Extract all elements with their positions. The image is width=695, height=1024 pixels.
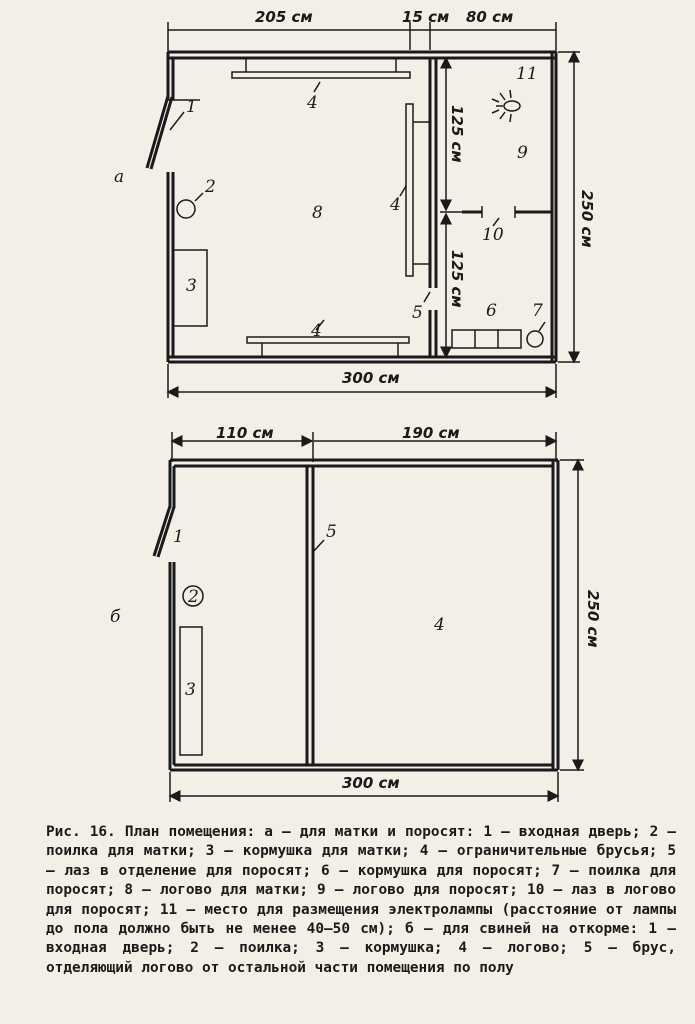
plan-a-letter: а [114,167,125,187]
plan-a-dim-205: 205 см [255,8,313,26]
plan-a-label-piglet-drinker: 7 [532,301,543,321]
plan-b-dim-300: 300 см [342,774,400,792]
plan-a-piglet-den-hatch [462,206,552,226]
plan-a [114,8,596,398]
plan-b-dim-190: 190 см [402,424,460,442]
plan-b-bottom-dimension [170,772,558,802]
figure-caption [46,823,676,978]
plan-b-right-dimension [560,460,602,770]
plan-a-label-bar-mid: 4 [390,195,401,215]
plan-a-label-piglet-den: 9 [517,143,528,163]
plan-a-dim-125-lower: 125 см [448,250,466,308]
plan-b-label-bar: 5 [326,522,337,542]
plan-a-dim-250: 250 см [578,190,596,248]
plan-a-restricting-bar-top [232,58,410,78]
plan-a-mid-dimension [440,58,466,357]
plan-a-restricting-bar-mid [406,104,430,276]
plan-a-dim-125-upper: 125 см [448,105,466,163]
plan-a-label-sow-den: 8 [312,203,323,223]
plan-a-label-den-hatch: 10 [482,225,504,245]
plan-a-label-piglet-feeder: 6 [486,301,497,321]
plan-a-right-dimension [558,52,596,362]
plan-a-sow-drinker [177,200,195,218]
plan-b-label-drinker: 2 [188,587,199,607]
plan-b-dim-250: 250 см [584,590,602,648]
plan-a-label-sow-feeder: 3 [186,276,197,296]
plan-b [110,424,602,802]
plan-a-label-lamp: 11 [516,64,538,84]
plan-a-label-bar-top: 4 [307,93,318,113]
caption-text: План помещения: а — для матки и поросят: 1 — входная дверь; 2 — поилка для матки; 3 — кормушка для матки; 4 — ограничительные брусья; 5 — лаз в отделение для поросят; 6 — кормушка для поросят; 7 — поилка для поросят; 8 — логово для матки; 9 — логово для поросят; 10 — лаз в логово для поросят; 11 — место для размещения электролампы (расстояние от лампы до пола должно быть не менее 40–50 см); б — для свиней на откорме: 1 — входная дверь; 2 — поилка; 3 — кормушка; 4 — логово; 5 — брус, отделяющий логово от остальной части помещения по полу [46,824,677,976]
plan-a-lamp-icon [492,90,520,122]
plan-b-letter: б [110,607,121,627]
plan-b-den-bar [307,466,313,765]
plan-a-dim-15: 15 см [402,8,450,26]
plan-a-bottom-dimension [168,364,556,398]
plan-b-label-feeder: 3 [185,680,196,700]
plan-a-label-door: 1 [186,97,197,117]
plan-a-piglet-feeder [452,330,521,348]
plan-b-dim-110: 110 см [216,424,274,442]
plan-b-label-den: 4 [434,615,445,635]
plan-a-dim-300: 300 см [342,369,400,387]
plan-a-top-dimension [168,8,556,62]
plan-b-label-door: 1 [173,527,184,547]
plan-b-top-dimension [172,424,556,462]
plan-a-label-hatch: 5 [412,303,423,323]
plan-a-label-bar-bottom: 4 [311,321,322,341]
plan-a-dim-80: 80 см [466,8,514,26]
plan-b-entrance-door [154,506,174,557]
plan-a-label-sow-drinker: 2 [205,177,216,197]
plan-a-walls [168,52,556,362]
figure-number: Рис. 16. [46,824,116,840]
plan-a-piglet-drinker [527,331,543,347]
plan-a-partition [430,58,436,357]
plan-a-restricting-bar-bottom [247,337,409,357]
plan-b-walls [170,460,558,770]
